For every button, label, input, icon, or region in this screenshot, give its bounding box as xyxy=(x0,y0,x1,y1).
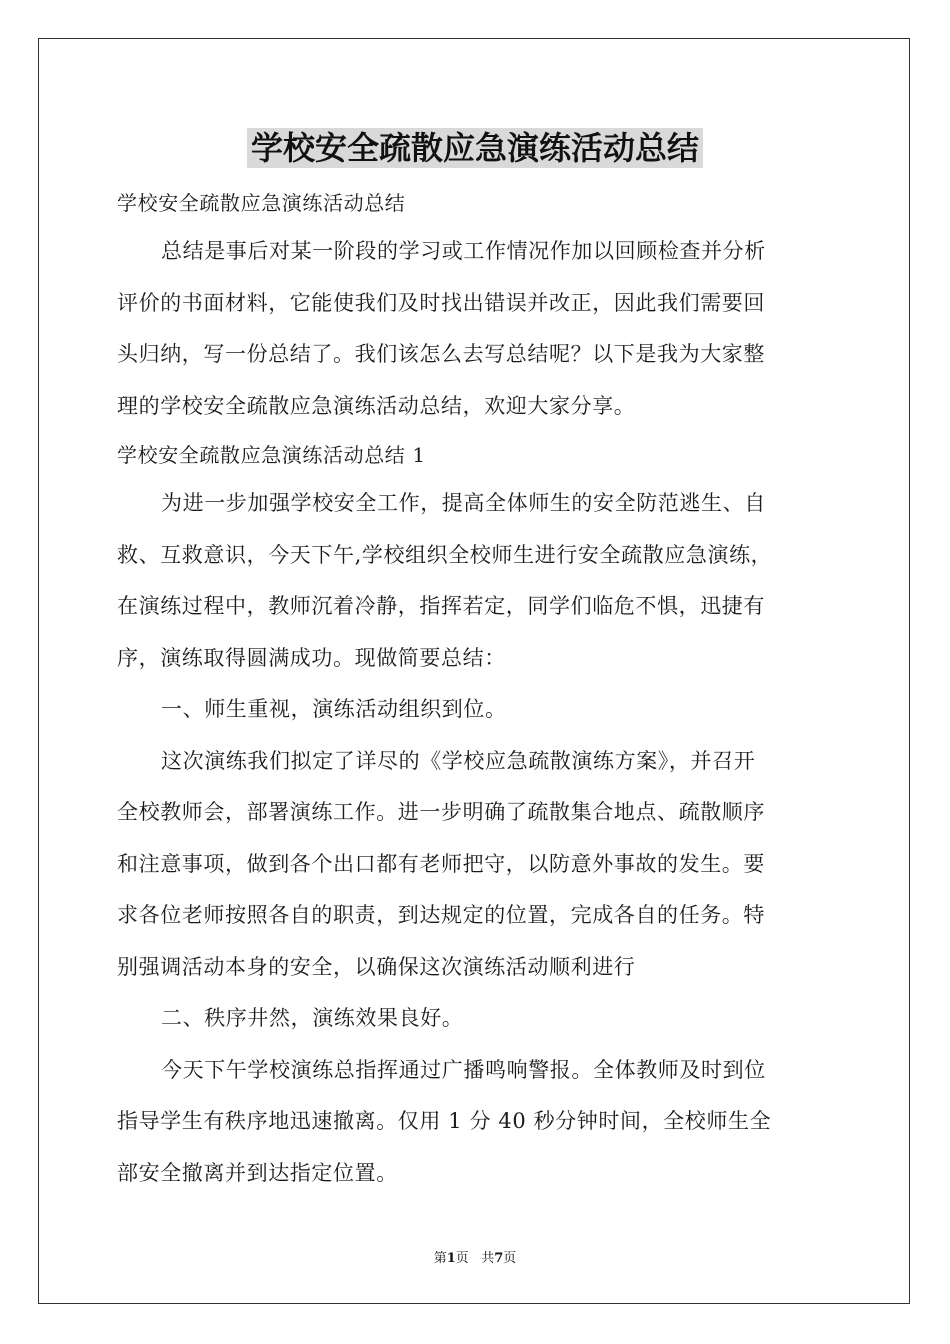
section-heading: 学校安全疏散应急演练活动总结 1 xyxy=(117,443,426,467)
paragraph-line: 这次演练我们拟定了详尽的《学校应急疏散演练方案》，并召开 xyxy=(161,748,756,773)
paragraph-line: 为进一步加强学校安全工作，提高全体师生的安全防范逃生、自 xyxy=(161,491,766,515)
document-title: 学校安全疏散应急演练活动总结 xyxy=(247,128,703,168)
paragraph-line: 别强调活动本身的安全，以确保这次演练活动顺利进行 xyxy=(117,954,636,979)
paragraph-line: 指导学生有秩序地迅速撤离。仅用 1 分 40 秒分钟时间，全校师生全 xyxy=(117,1109,772,1133)
paragraph-line: 序，演练取得圆满成功。现做简要总结： xyxy=(117,645,506,670)
page-total-prefix: 共 xyxy=(481,1251,495,1266)
paragraph-line: 头归纳，写一份总结了。我们该怎么去写总结呢？以下是我为大家整 xyxy=(117,342,765,366)
paragraph-line: 和注意事项，做到各个出口都有老师把守，以防意外事故的发生。要 xyxy=(117,851,765,876)
page-total-suffix: 页 xyxy=(503,1251,517,1266)
page-number-current: 1 xyxy=(446,1251,456,1266)
paragraph-line: 求各位老师按照各自的职责，到达规定的位置，完成各自的任务。特 xyxy=(117,903,765,927)
paragraph-line: 理的学校安全疏散应急演练活动总结，欢迎大家分享。 xyxy=(117,393,636,418)
paragraph-line: 部安全撤离并到达指定位置。 xyxy=(117,1160,398,1185)
subtitle-line: 学校安全疏散应急演练活动总结 xyxy=(117,191,406,215)
paragraph-line: 总结是事后对某一阶段的学习或工作情况作加以回顾检查并分析 xyxy=(161,239,766,263)
paragraph-line: 救、互救意识，今天下午,学校组织全校师生进行安全疏散应急演练， xyxy=(117,542,773,567)
page-number-prefix: 第 xyxy=(433,1251,447,1266)
footer-spacer xyxy=(469,1251,481,1266)
paragraph-line: 全校教师会，部署演练工作。进一步明确了疏散集合地点、疏散顺序 xyxy=(117,800,765,824)
document-body xyxy=(117,180,833,1199)
paragraph-line: 评价的书面材料，它能使我们及时找出错误并改正，因此我们需要回 xyxy=(117,290,765,315)
page-number-suffix: 页 xyxy=(455,1251,469,1266)
paragraph-line: 在演练过程中，教师沉着冷静，指挥若定，同学们临危不惧，迅捷有 xyxy=(117,594,765,618)
paragraph-line: 今天下午学校演练总指挥通过广播鸣响警报。全体教师及时到位 xyxy=(161,1057,766,1082)
subsection-heading: 一、师生重视，演练活动组织到位。 xyxy=(161,697,507,721)
page-total-count: 7 xyxy=(494,1251,504,1266)
title-container xyxy=(0,128,950,168)
page-footer xyxy=(0,1247,950,1266)
subsection-heading: 二、秩序井然，演练效果良好。 xyxy=(161,1006,464,1030)
